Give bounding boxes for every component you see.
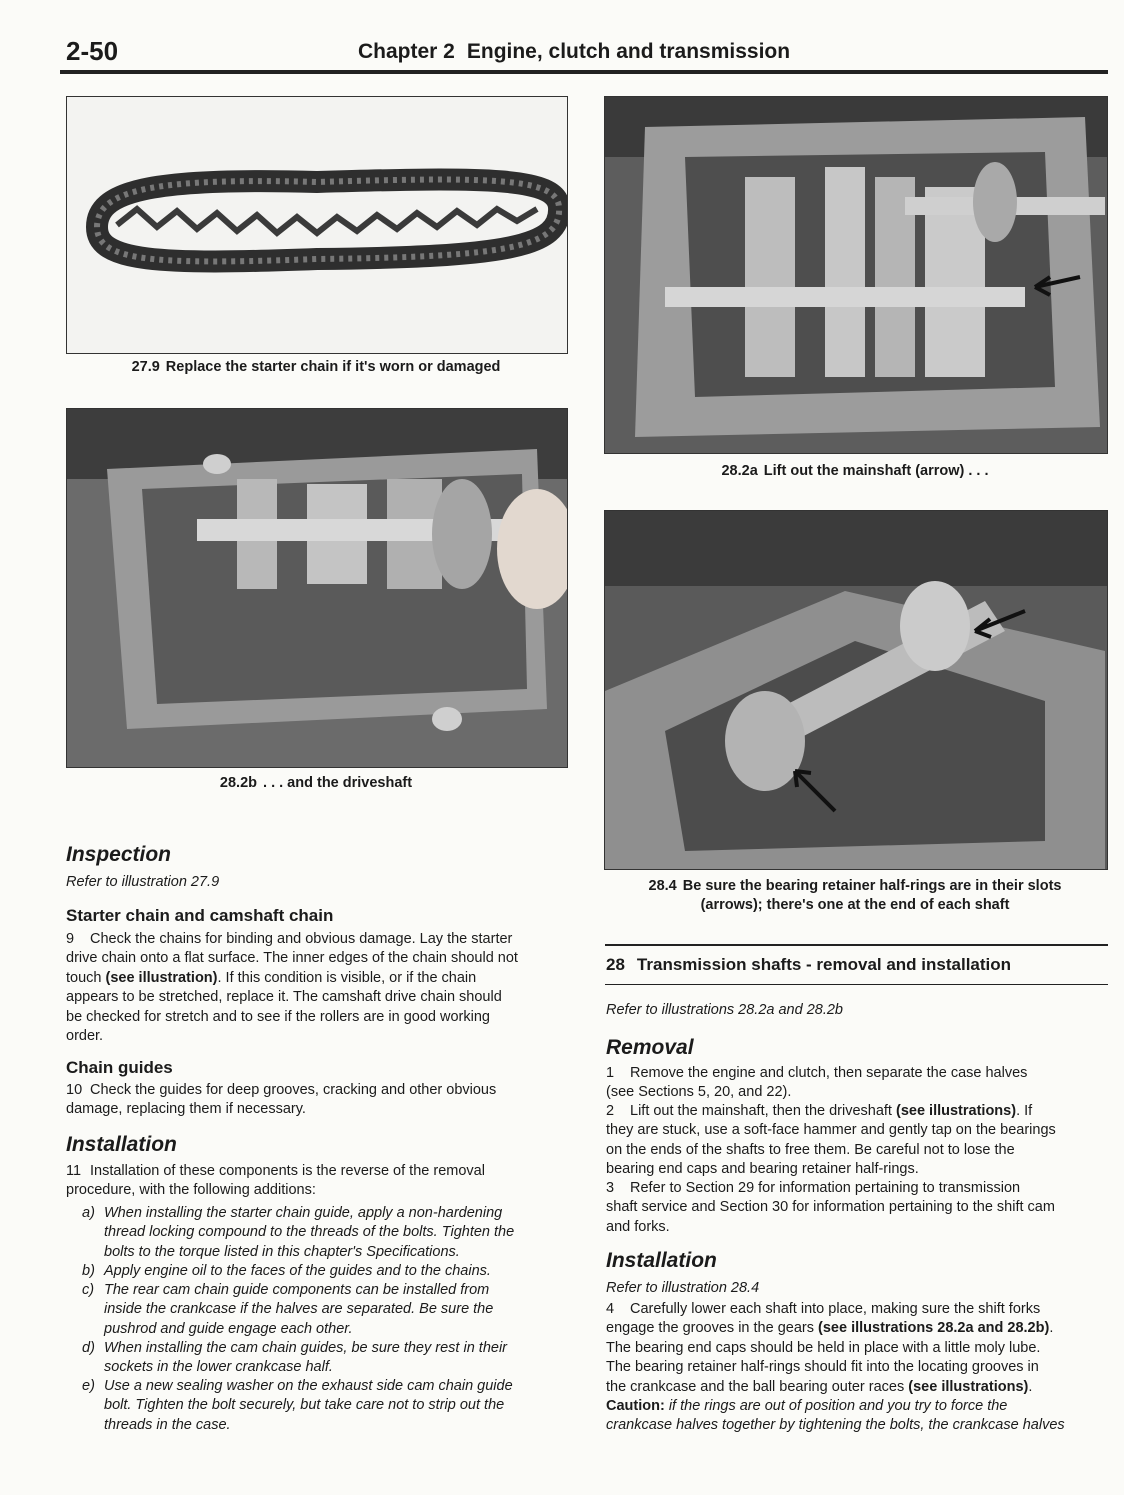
caption-28-2b xyxy=(66,774,566,793)
page-number: 2-50 xyxy=(66,36,119,66)
chapter-title: Engine, clutch and transmission xyxy=(466,40,791,63)
caption-text: . . . and the driveshaft xyxy=(263,775,413,791)
heading-installation-left: Installation xyxy=(66,1133,177,1156)
paragraph-1: 1 Remove the engine and clutch, then separate the case halves (see Sections 5, 20, and 22). xyxy=(606,1065,1028,1101)
figure-number: 27.9 xyxy=(131,359,160,375)
paragraph-11: 11 Installation of these components is the reverse of the removal procedure, with the following additions: xyxy=(66,1163,485,1199)
caption-text: Be sure the bearing retainer half-rings are in their slots xyxy=(682,878,1062,894)
inspection-reference: Refer to illustration 27.9 xyxy=(66,874,220,890)
list-item-c: c) The rear cam chain guide components can be installed from inside the crankcase if the halves are separated. Be sure the pushrod and guide engage each other. xyxy=(82,1282,494,1337)
heading-removal: Removal xyxy=(606,1036,694,1059)
list-item-b: b) Apply engine oil to the faces of the guides and to the chains. xyxy=(82,1263,491,1279)
figure-number: 28.2b xyxy=(219,775,258,791)
heading-inspection: Inspection xyxy=(66,843,172,866)
photo-starter-chain xyxy=(66,96,568,354)
caption-text: Lift out the mainshaft (arrow) . . . xyxy=(763,463,989,479)
heading-starter-chain: Starter chain and camshaft chain xyxy=(66,906,334,925)
photo-retainer-rings xyxy=(604,510,1108,870)
paragraph-4: 4 Carefully lower each shaft into place, making sure the shift forks engage the grooves in the gears (see illustrations 28.2a and 28.2b). The bearing end caps should be held in place with a little moly lube. The bearing retainer half-rings should fit into the locating grooves in the crankcase and the ball bearing outer races (see illustrations). Caution: if the rings are out of position and you try to force the crankcase halves together by tightening the bolts, the crankcase halves xyxy=(606,1301,1065,1434)
caption-text: (arrows); there's one at the end of each shaft xyxy=(700,897,1010,913)
header-rule xyxy=(60,70,1108,74)
paragraph-2: 2 Lift out the mainshaft, then the driveshaft (see illustrations). If they are stuck, use a soft-face hammer and gently tap on the bearings on the ends of the shafts to free them. Be careful not to lose the bearing end caps and bearing retainer half-rings. xyxy=(606,1103,1056,1178)
caption-27-9 xyxy=(66,358,566,377)
caption-28-4 xyxy=(604,877,1106,915)
list-item-e: e) Use a new sealing washer on the exhaust side cam chain guide bolt. Tighten the bolt securely, but take care not to strip out the threads in the case. xyxy=(82,1378,513,1433)
section-rule-top xyxy=(605,944,1108,946)
section-reference: Refer to illustrations 28.2a and 28.2b xyxy=(606,1002,843,1018)
heading-installation-right: Installation xyxy=(606,1249,717,1272)
paragraph-3: 3 Refer to Section 29 for information pertaining to transmission shaft service and Section 30 for information pertaining to the shift cam and forks. xyxy=(606,1180,1055,1235)
section-28-heading: 28 Transmission shafts - removal and installation xyxy=(606,955,1012,974)
installation-reference: Refer to illustration 28.4 xyxy=(606,1280,760,1296)
list-item-d: d) When installing the cam chain guides, be sure they rest in their sockets in the lower crankcase half. xyxy=(82,1340,507,1376)
chapter-label: Chapter 2 xyxy=(358,40,455,63)
heading-chain-guides: Chain guides xyxy=(66,1058,173,1077)
paragraph-10: 10 Check the guides for deep grooves, cracking and other obvious damage, replacing them if necessary. xyxy=(66,1082,497,1118)
photo-driveshaft xyxy=(66,408,568,768)
figure-number: 28.4 xyxy=(648,878,677,894)
list-item-a: a) When installing the starter chain guide, apply a non-hardening thread locking compound to the threads of the bolts. Tighten the bolts to the torque listed in this chapter's Specifications. xyxy=(82,1205,515,1260)
paragraph-9: 9 Check the chains for binding and obvious damage. Lay the starter drive chain onto a flat surface. The inner edges of the chain should not touch (see illustration). If this condition is visible, or if the chain appears to be stretched, replace it. The camshaft drive chain should be checked for stretch and to see if the rollers are in good working order. xyxy=(66,931,518,1045)
section-rule-bottom xyxy=(605,984,1108,985)
caption-text: Replace the starter chain if it's worn or damaged xyxy=(165,359,501,375)
caption-28-2a xyxy=(604,462,1106,481)
photo-mainshaft xyxy=(604,96,1108,454)
chapter-heading xyxy=(358,40,790,64)
figure-number: 28.2a xyxy=(721,463,758,479)
